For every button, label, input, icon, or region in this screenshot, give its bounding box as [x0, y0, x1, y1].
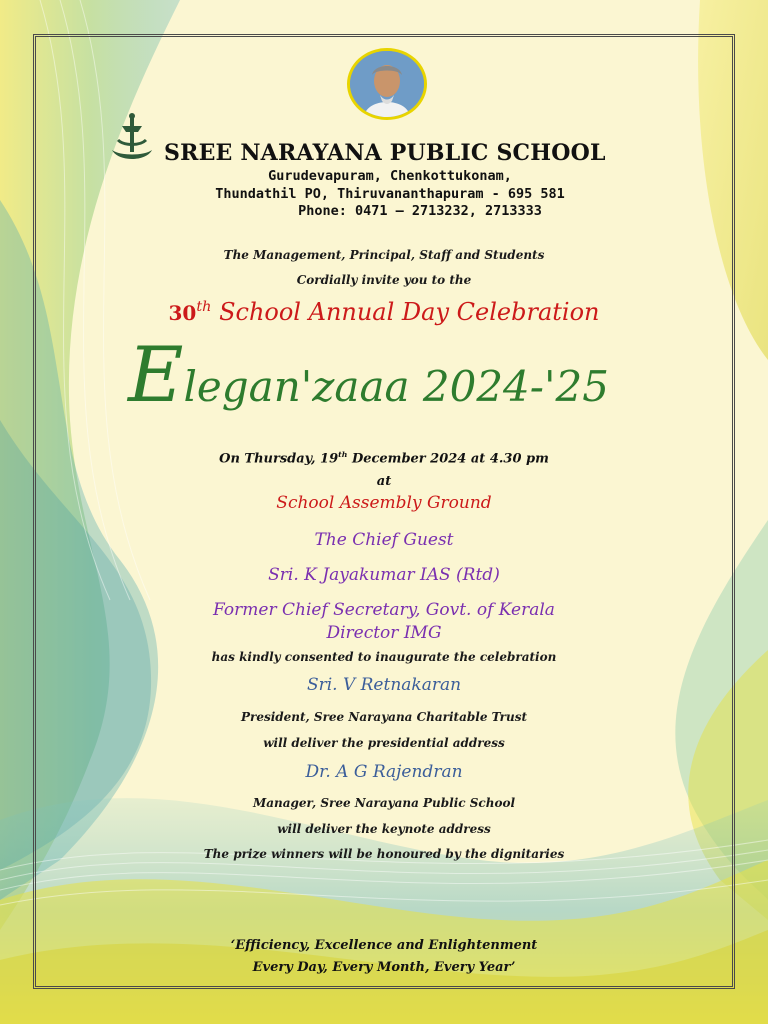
edition-number: 30 [168, 301, 197, 325]
school-emblem-icon [104, 110, 160, 166]
address-line-1: Gurudevapuram, Chenkottukonam, [268, 168, 512, 184]
chief-guest-note: has kindly consented to inaugurate the celebration [211, 650, 557, 664]
event-title: School Annual Day Celebration [219, 298, 600, 326]
phone-line: Phone: 0471 – 2713232, 2713333 [298, 203, 542, 219]
invite-line-2: Cordially invite you to the [296, 273, 472, 287]
invite-line-1: The Management, Principal, Staff and Students [223, 248, 545, 262]
prize-note: The prize winners will be honoured by the dignitaries [203, 847, 565, 861]
event-date [84, 450, 684, 466]
chief-guest-role-1: Former Chief Secretary, Govt. of Kerala [213, 600, 555, 620]
address-line-2: Thundathil PO, Thiruvananthapuram - 695 581 [215, 186, 565, 202]
edition-suffix: th [196, 299, 212, 315]
president-role: President, Sree Narayana Charitable Trust [240, 710, 528, 724]
motto-line-1: ‘Efficiency, Excellence and Enlightenment [230, 938, 538, 953]
guru-portrait-icon [347, 48, 427, 120]
at-text: at [376, 474, 392, 489]
manager-role: Manager, Sree Narayana Public School [252, 796, 516, 810]
president-name: Sri. V Retnakaran [306, 675, 462, 695]
motto-line-2: Every Day, Every Month, Every Year’ [252, 960, 516, 975]
event-title-line [84, 298, 684, 326]
manager-name: Dr. A G Rajendran [305, 762, 463, 782]
chief-guest-heading: The Chief Guest [314, 530, 454, 550]
chief-guest-name: Sri. K Jayakumar IAS (Rtd) [268, 565, 500, 585]
date-rest: December 2024 at 4.30 pm [351, 451, 549, 467]
venue: School Assembly Ground [276, 493, 492, 513]
theme-name [128, 330, 668, 419]
president-note: will deliver the presidential address [263, 736, 505, 750]
chief-guest-role-2: Director IMG [326, 623, 442, 643]
day-suffix: th [338, 450, 348, 459]
day-prefix: On Thursday, 19 [219, 451, 339, 467]
school-name: SREE NARAYANA PUBLIC SCHOOL [164, 140, 606, 166]
theme-rest: legan'zaaa 2024-'25 [183, 362, 609, 411]
manager-note: will deliver the keynote address [277, 822, 491, 836]
theme-initial: E [128, 330, 184, 419]
